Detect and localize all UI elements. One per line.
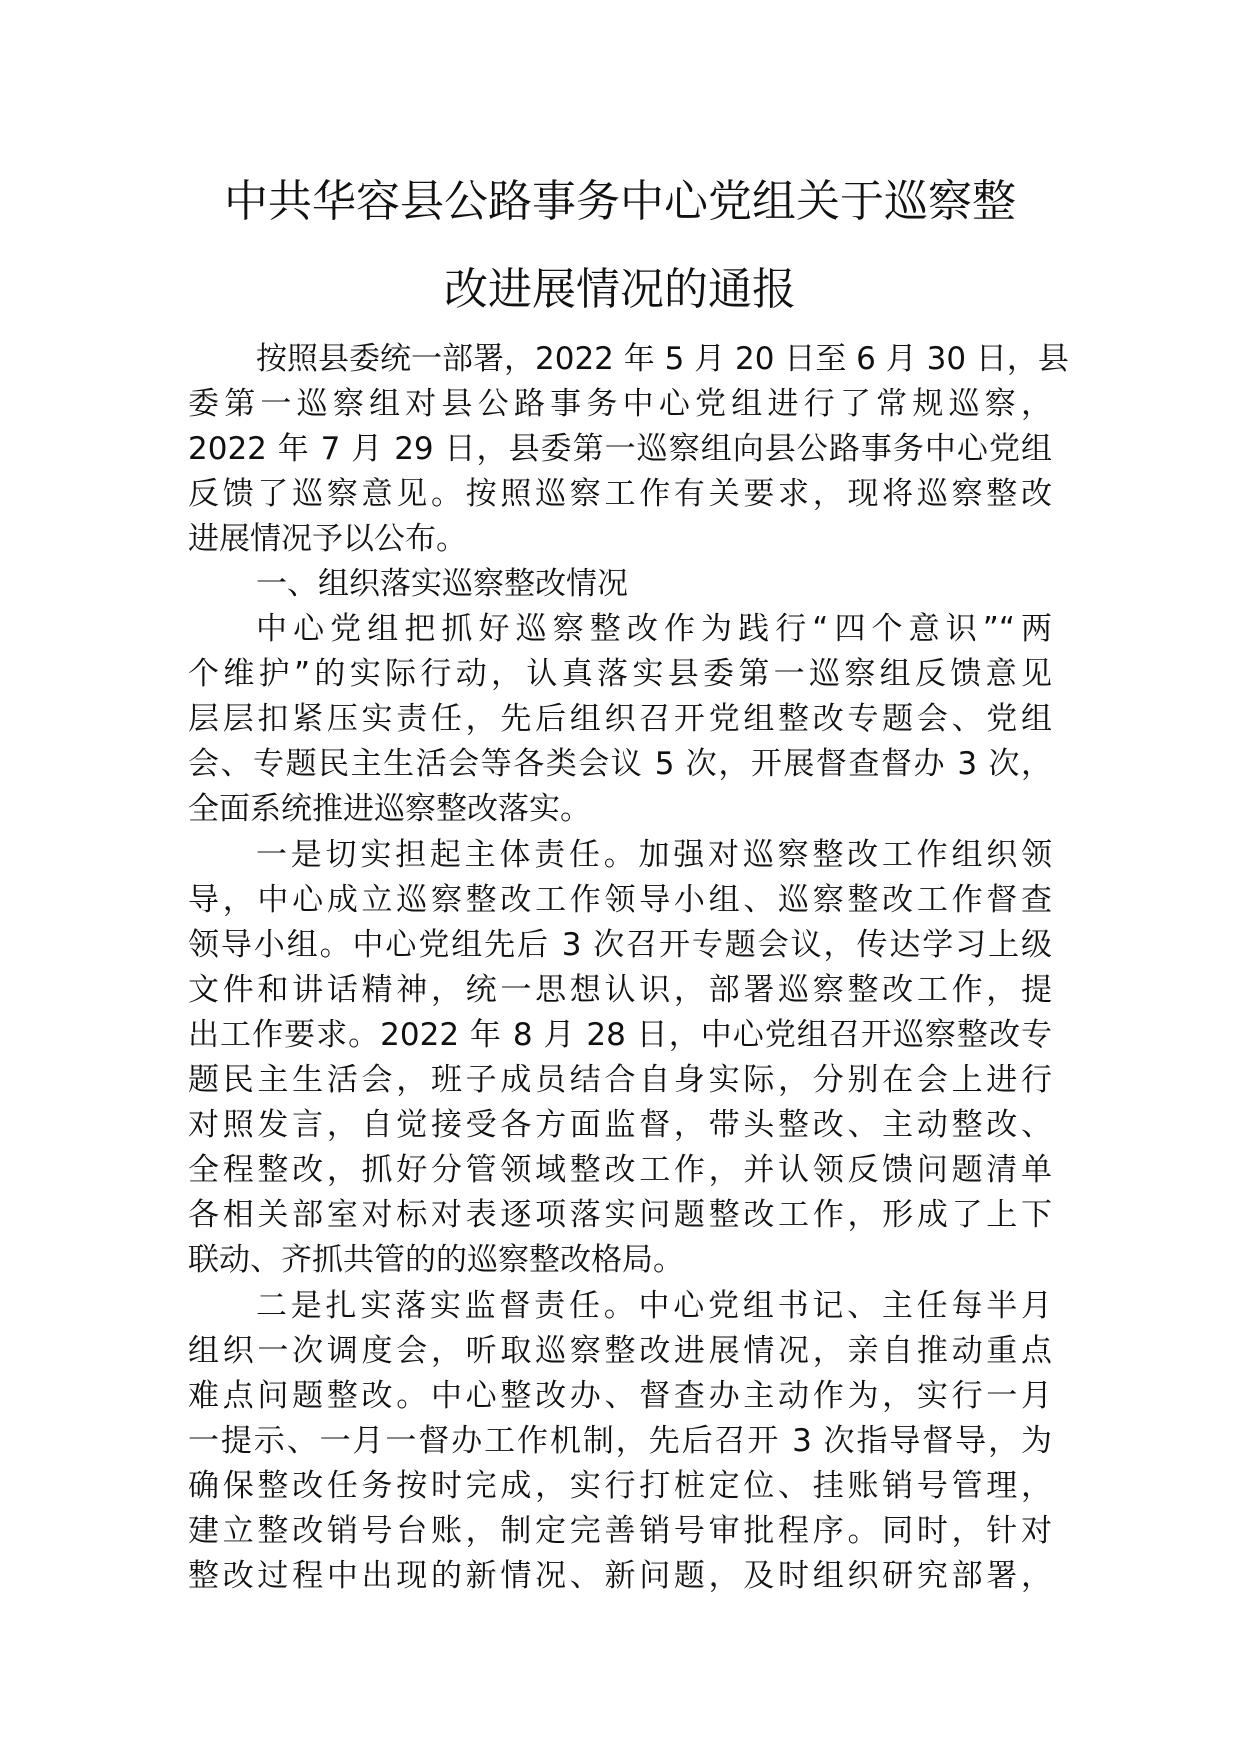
paragraph-line: 反馈了巡察意见。按照巡察工作有关要求，现将巡察整改 [188,476,1052,512]
paragraph-line: 中心党组把抓好巡察整改作为践行“四个意识”“两 [256,611,1052,647]
paragraph-line: 全面系统推进巡察整改落实。 [188,791,591,827]
paragraph-line: 层层扣紧压实责任，先后组织召开党组整改专题会、党组 [188,701,1052,737]
paragraph-line: 按照县委统一部署，2022 年 5 月 20 日至 6 月 30 日，县 [256,341,1069,377]
paragraph-line: 委第一巡察组对县公路事务中心党组进行了常规巡察， [188,386,1052,422]
paragraph-line: 个维护”的实际行动，认真落实县委第一巡察组反馈意见 [188,656,1052,692]
document-title-line-1: 中共华容县公路事务中心党组关于巡察整 [224,176,1016,227]
paragraph-line: 领导小组。中心党组先后 3 次召开专题会议，传达学习上级 [188,927,1052,963]
paragraph-line: 组织一次调度会，听取巡察整改进展情况，亲自推动重点 [188,1333,1052,1369]
paragraph-line: 出工作要求。2022 年 8 月 28 日，中心党组召开巡察整改专 [188,1017,1052,1053]
paragraph-line: 文件和讲话精神，统一思想认识，部署巡察整改工作，提 [188,972,1052,1008]
paragraph-line: 一是切实担起主体责任。加强对巡察整改工作组织领 [256,837,1052,873]
paragraph-line: 确保整改任务按时完成，实行打桩定位、挂账销号管理， [188,1468,1052,1504]
paragraph-line: 二是扎实落实监督责任。中心党组书记、主任每半月 [256,1288,1052,1324]
section-heading: 一、组织落实巡察整改情况 [256,566,628,602]
paragraph-line: 进展情况予以公布。 [188,521,467,557]
paragraph-line: 整改过程中出现的新情况、新问题，及时组织研究部署， [188,1558,1052,1594]
paragraph-line: 全程整改，抓好分管领域整改工作，并认领反馈问题清单 [188,1152,1052,1188]
paragraph-line: 题民主生活会，班子成员结合自身实际，分别在会上进行 [188,1062,1052,1098]
paragraph-line: 各相关部室对标对表逐项落实问题整改工作，形成了上下 [188,1197,1052,1233]
paragraph-line: 导，中心成立巡察整改工作领导小组、巡察整改工作督查 [188,882,1052,918]
paragraph-line: 建立整改销号台账，制定完善销号审批程序。同时，针对 [188,1513,1052,1549]
paragraph-line: 难点问题整改。中心整改办、督查办主动作为，实行一月 [188,1378,1052,1414]
document-title-line-2: 改进展情况的通报 [444,264,796,315]
paragraph-line: 联动、齐抓共管的的巡察整改格局。 [188,1242,684,1278]
paragraph-line: 一提示、一月一督办工作机制，先后召开 3 次指导督导，为 [188,1423,1052,1459]
paragraph-line: 对照发言，自觉接受各方面监督，带头整改、主动整改、 [188,1107,1052,1143]
paragraph-line: 会、专题民主生活会等各类会议 5 次，开展督查督办 3 次， [188,746,1052,782]
paragraph-line: 2022 年 7 月 29 日，县委第一巡察组向县公路事务中心党组 [188,431,1052,467]
